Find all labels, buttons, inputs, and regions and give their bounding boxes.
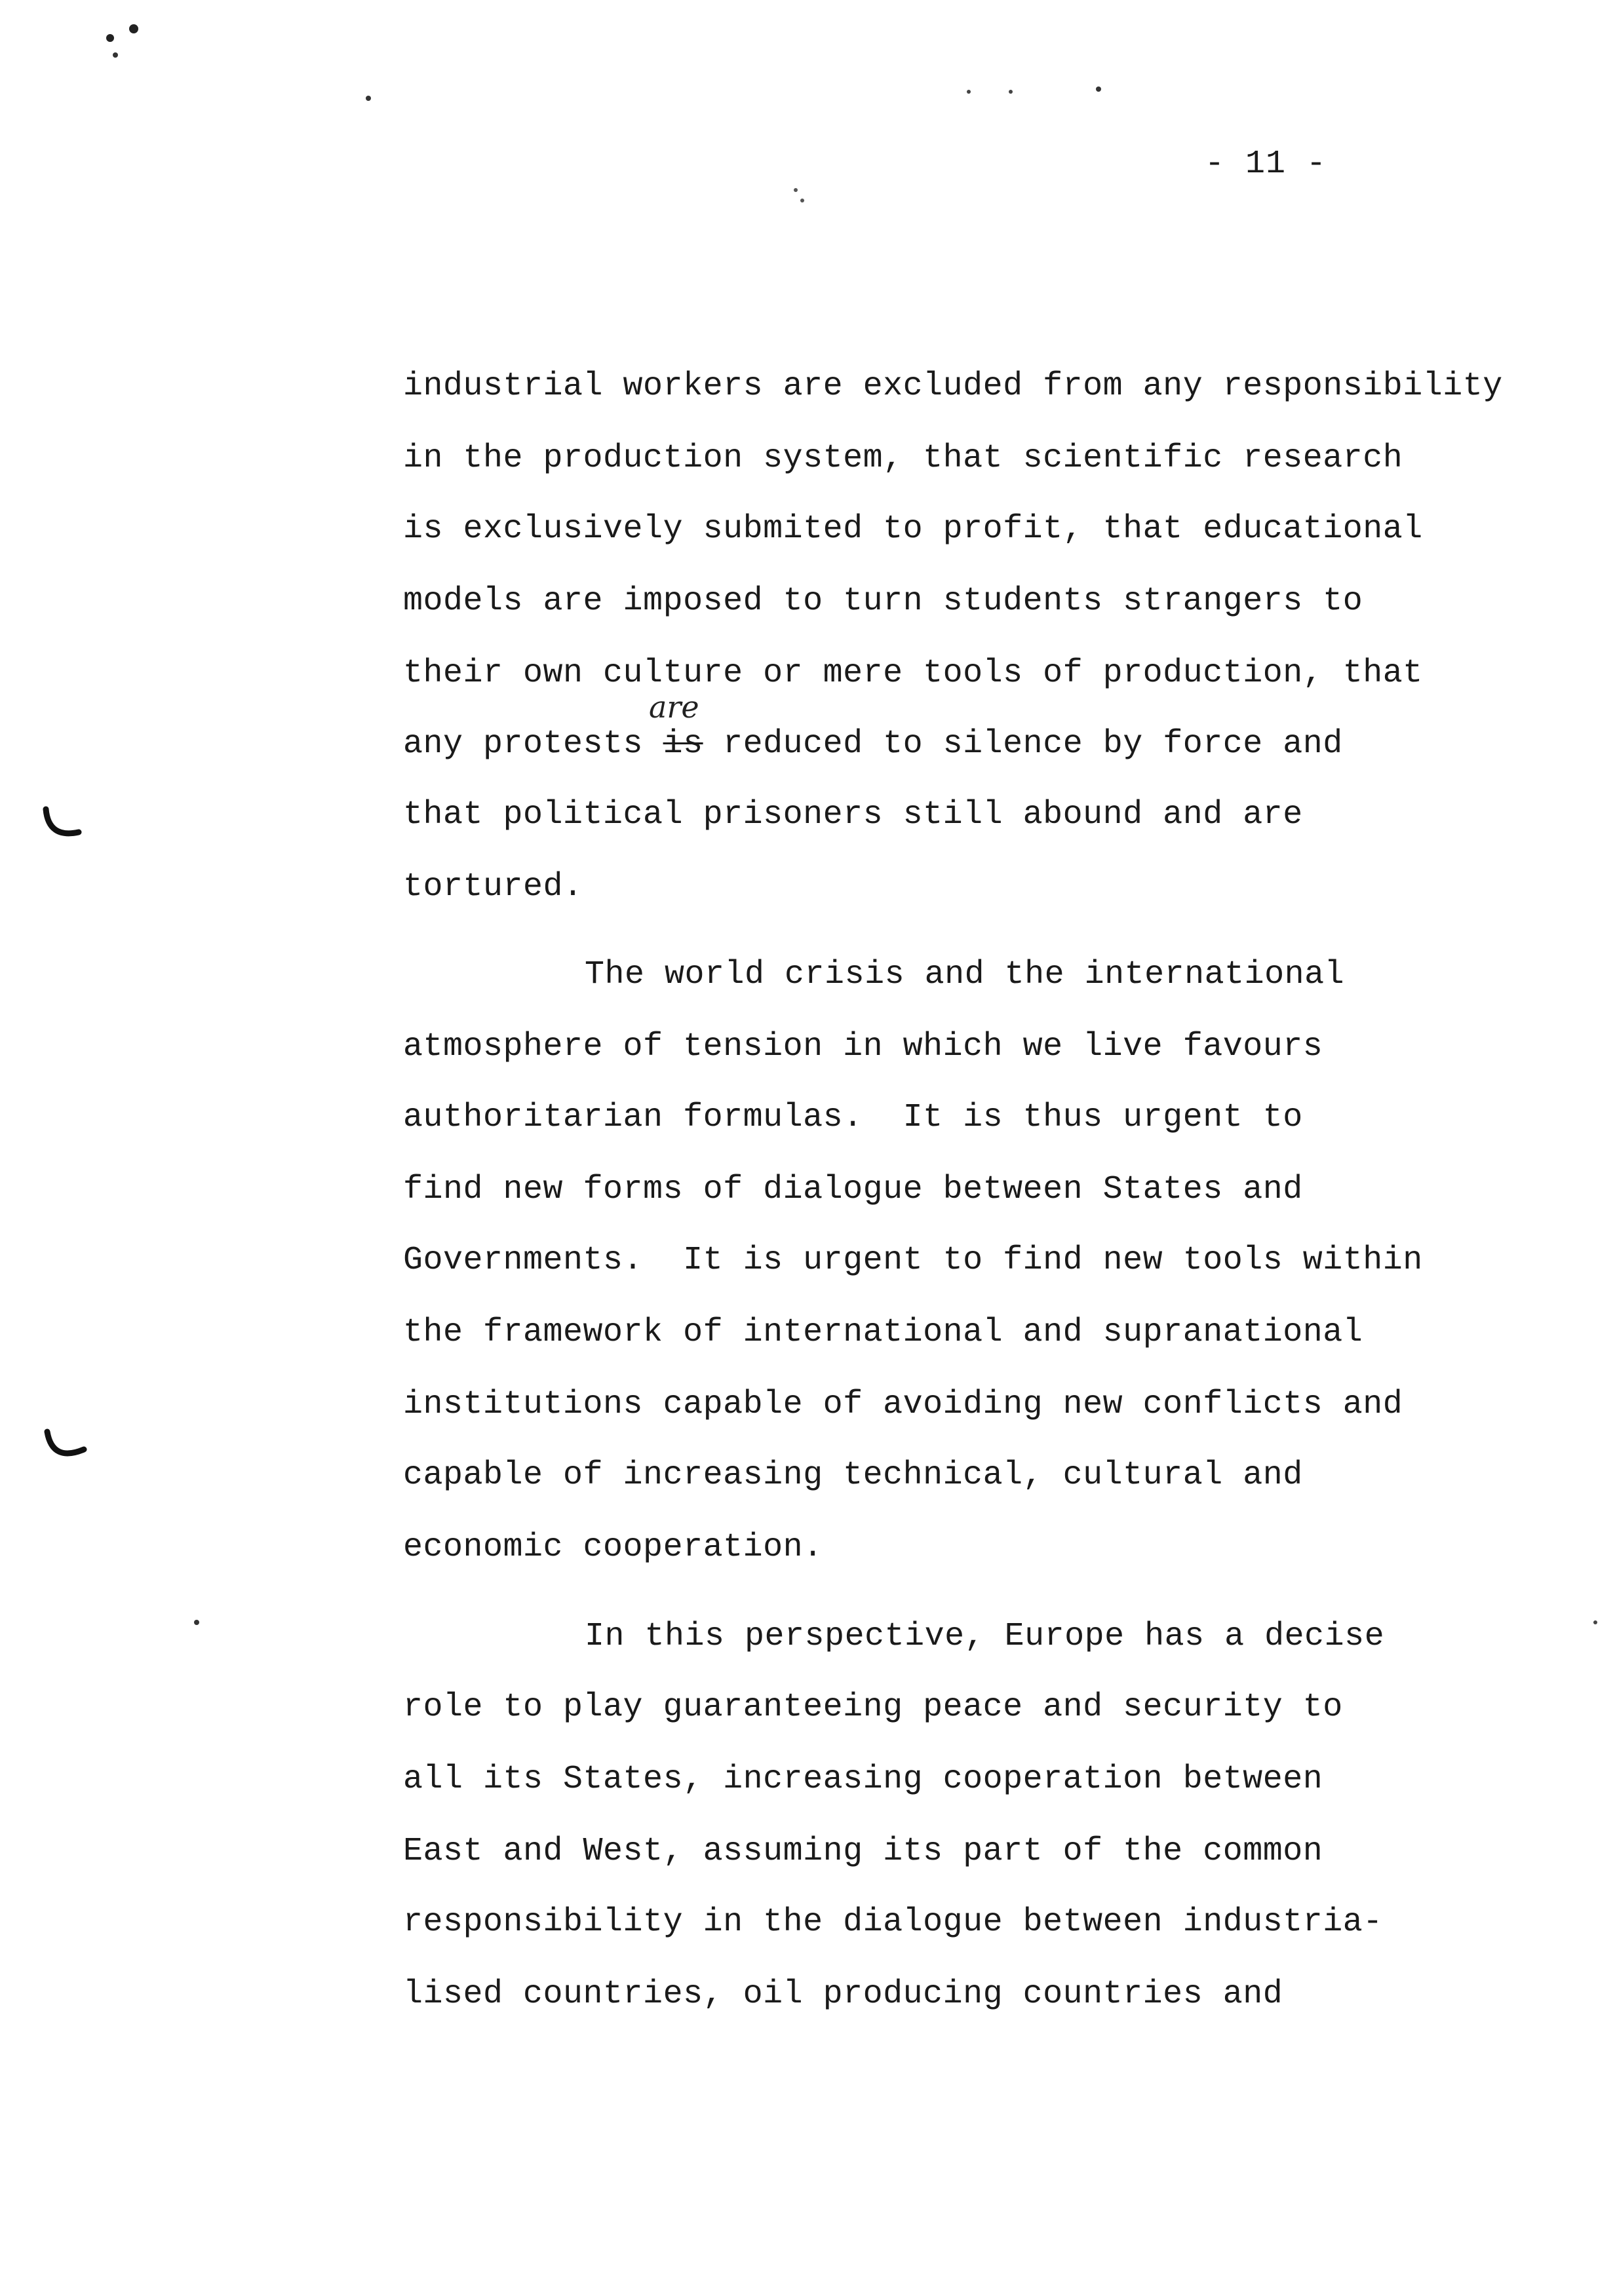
body-line: atmosphere of tension in which we live favours (403, 1028, 1323, 1065)
body-line: models are imposed to turn students strangers to (403, 583, 1363, 620)
body-line: The world crisis and the international (585, 956, 1345, 993)
body-line-with-correction (403, 725, 1343, 764)
body-line: Governments. It is urgent to find new tools within (403, 1242, 1423, 1279)
body-line: that political prisoners still abound and are (403, 796, 1303, 833)
punch-hole-mark (46, 809, 79, 833)
ink-speck (106, 34, 114, 42)
body-line: capable of increasing technical, cultural and (403, 1457, 1303, 1494)
line-prefix: any protests (403, 725, 663, 763)
ink-speck (1096, 86, 1101, 92)
body-line: In this perspective, Europe has a decise (585, 1618, 1385, 1655)
body-line: role to play guaranteeing peace and security to (403, 1689, 1343, 1726)
body-line: all its States, increasing cooperation between (403, 1761, 1323, 1798)
punch-hole-mark (47, 1432, 84, 1453)
ink-speck (113, 52, 118, 58)
body-line: industrial workers are excluded from any responsibility (403, 368, 1503, 405)
ink-speck (1593, 1620, 1597, 1624)
ink-speck (800, 199, 804, 202)
ink-speck (794, 188, 798, 192)
body-line: in the production system, that scientific research (403, 440, 1403, 477)
body-line: lised countries, oil producing countries and (403, 1976, 1283, 2013)
ink-speck (129, 24, 138, 33)
body-line: the framework of international and supranational (403, 1314, 1363, 1351)
body-line: responsibility in the dialogue between industria- (403, 1904, 1383, 1941)
body-line: institutions capable of avoiding new conflicts and (403, 1386, 1403, 1423)
body-line: authoritarian formulas. It is thus urgent to (403, 1099, 1303, 1136)
body-line: their own culture or mere tools of production, that (403, 655, 1423, 692)
body-line: tortured. (403, 868, 583, 906)
handwritten-correction: are (649, 689, 699, 725)
body-line: is exclusively submited to profit, that educational (403, 510, 1423, 548)
page-number: - 11 - (1205, 145, 1327, 183)
body-line: find new forms of dialogue between States and (403, 1171, 1303, 1208)
ink-speck (366, 96, 371, 101)
ink-speck (1009, 90, 1013, 94)
ink-speck (967, 90, 971, 94)
ink-speck (194, 1620, 199, 1625)
struck-word: is (663, 725, 703, 763)
line-remainder: reduced to silence by force and (723, 725, 1343, 763)
body-line: economic cooperation. (403, 1529, 823, 1566)
body-line: East and West, assuming its part of the common (403, 1833, 1323, 1870)
